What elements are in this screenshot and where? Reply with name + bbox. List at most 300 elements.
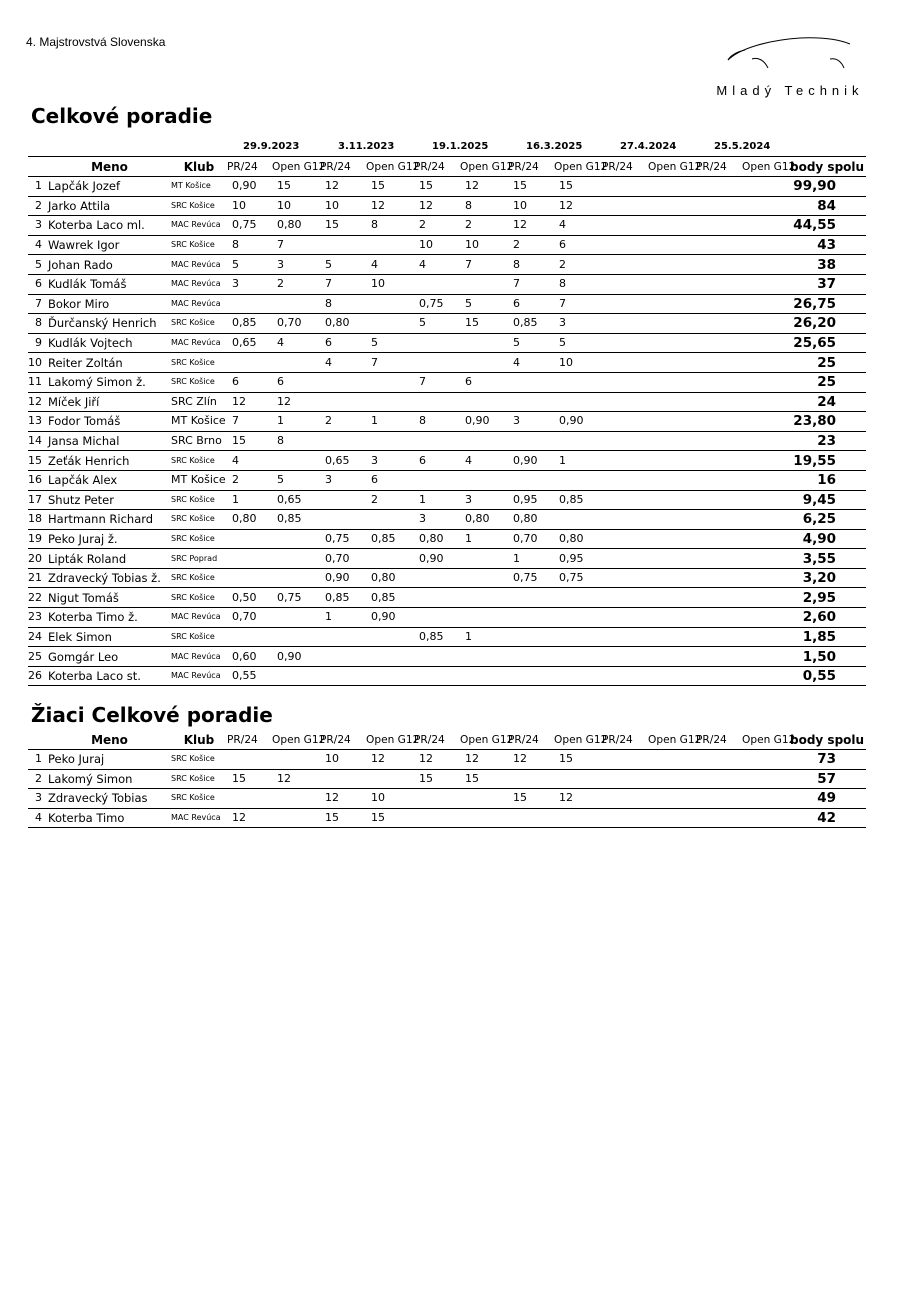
name-cell: Zdravecký Tobias [48, 791, 148, 806]
score-cell [742, 750, 790, 770]
score-cell [648, 666, 696, 686]
score-cell: 6 [371, 473, 378, 487]
total-cell: 2,95 [802, 589, 836, 606]
score-cell: 12 [465, 179, 479, 193]
score-cell [320, 490, 366, 510]
column-header-pr24: PR/24 [320, 733, 351, 746]
column-header-klub: Klub [183, 732, 215, 747]
name-cell: Míček Jiří [48, 394, 100, 409]
car-silhouette-icon [700, 30, 880, 80]
score-cell [554, 627, 602, 647]
table-row [28, 666, 866, 686]
score-cell: 4 [513, 355, 520, 369]
score-cell [742, 177, 790, 197]
score-cell [320, 647, 366, 667]
column-header-pr24: PR/24 [508, 733, 539, 746]
score-cell: 0,80 [325, 316, 350, 330]
total-cell: 37 [817, 276, 836, 293]
name-cell: Zdravecký Tobias ž. [48, 571, 161, 586]
score-cell: 12 [371, 752, 385, 766]
score-cell [414, 808, 460, 828]
score-cell [648, 529, 696, 549]
table-row [28, 372, 866, 392]
score-cell [320, 372, 366, 392]
table-row [28, 608, 866, 628]
name-cell: Hartmann Richard [48, 512, 154, 527]
score-cell [742, 490, 790, 510]
score-cell: 15 [465, 771, 479, 785]
column-header-row [28, 157, 866, 177]
score-cell: 15 [371, 179, 385, 193]
score-cell [460, 392, 508, 412]
column-header-meno: Meno [48, 157, 171, 177]
score-cell [648, 789, 696, 809]
score-cell: 2 [559, 257, 566, 271]
score-cell: 10 [513, 198, 527, 212]
score-cell [272, 294, 320, 314]
score-cell: 12 [513, 218, 527, 232]
score-cell [648, 274, 696, 294]
total-cell: 16 [817, 472, 836, 489]
overall-standings-table [28, 137, 866, 686]
score-cell [602, 750, 648, 770]
name-cell: Lapčák Jozef [48, 179, 121, 194]
name-cell: Koterba Laco ml. [48, 218, 145, 233]
score-cell: 12 [419, 752, 433, 766]
score-cell: 0,80 [371, 571, 396, 585]
score-cell: 4 [559, 218, 566, 232]
score-cell [696, 490, 742, 510]
score-cell: 15 [371, 811, 385, 825]
score-cell [602, 789, 648, 809]
column-header-open-g12: Open G12 [648, 733, 702, 746]
score-cell [602, 412, 648, 432]
club-cell: MAC Revúca [171, 279, 221, 289]
rank-cell: 23 [28, 610, 42, 624]
score-cell [742, 588, 790, 608]
score-cell [696, 568, 742, 588]
score-cell [602, 529, 648, 549]
score-cell [696, 510, 742, 530]
column-header-pr24: PR/24 [414, 733, 445, 746]
score-cell: 0,80 [277, 218, 302, 232]
score-cell [227, 549, 272, 569]
score-cell [696, 769, 742, 789]
score-cell: 5 [277, 473, 284, 487]
club-cell: SRC Brno [171, 434, 222, 448]
score-cell [602, 353, 648, 373]
table-row [28, 196, 866, 216]
score-cell: 10 [277, 198, 291, 212]
score-cell [508, 627, 554, 647]
rank-cell: 12 [28, 394, 42, 408]
total-cell: 49 [817, 790, 836, 807]
column-header-pr24: PR/24 [696, 157, 742, 177]
score-cell: 0,85 [559, 492, 584, 506]
score-cell [227, 353, 272, 373]
rank-cell: 2 [35, 198, 42, 212]
table-row [28, 490, 866, 510]
column-header-open-g12: Open G12 [648, 157, 696, 177]
score-cell: 12 [325, 179, 339, 193]
score-cell: 8 [465, 198, 472, 212]
score-cell: 15 [559, 752, 573, 766]
score-cell [414, 333, 460, 353]
score-cell: 12 [513, 752, 527, 766]
total-cell: 26,75 [793, 295, 836, 312]
score-cell [414, 431, 460, 451]
score-cell [742, 470, 790, 490]
score-cell [366, 647, 414, 667]
column-header-pr24: PR/24 [320, 157, 366, 177]
kids-table-title: Žiaci Celkové poradie [31, 703, 273, 727]
score-cell: 0,70 [277, 316, 302, 330]
score-cell: 4 [419, 257, 426, 271]
name-cell: Lapčák Alex [48, 473, 118, 488]
score-cell: 0,75 [325, 531, 350, 545]
score-cell: 7 [559, 296, 566, 310]
score-cell [696, 588, 742, 608]
total-cell: 9,45 [802, 491, 836, 508]
score-cell [696, 789, 742, 809]
score-cell [227, 529, 272, 549]
score-cell: 1 [559, 453, 566, 467]
score-cell [602, 510, 648, 530]
score-cell: 0,85 [232, 316, 257, 330]
score-cell [602, 608, 648, 628]
score-cell [602, 627, 648, 647]
score-cell [414, 608, 460, 628]
table-row [28, 470, 866, 490]
score-cell [742, 549, 790, 569]
score-cell [272, 451, 320, 471]
score-cell [366, 294, 414, 314]
score-cell: 8 [513, 257, 520, 271]
score-cell: 15 [465, 316, 479, 330]
score-cell [648, 627, 696, 647]
event-date: 19.1.2025 [432, 140, 489, 152]
score-cell: 6 [277, 375, 284, 389]
score-cell: 15 [559, 179, 573, 193]
score-cell [696, 314, 742, 334]
total-cell: 4,90 [802, 530, 836, 547]
score-cell: 0,95 [513, 492, 538, 506]
club-cell: SRC Košice [171, 514, 215, 524]
club-cell: MAC Revúca [171, 612, 221, 622]
score-cell [648, 549, 696, 569]
column-header-pr24: PR/24 [227, 157, 272, 177]
main-table-title: Celkové poradie [31, 104, 213, 128]
column-header-open-g12: Open G12 [742, 733, 796, 746]
score-cell: 6 [325, 336, 332, 350]
rank-cell: 19 [28, 531, 42, 545]
score-cell: 1 [419, 492, 426, 506]
score-cell: 12 [465, 752, 479, 766]
score-cell [696, 627, 742, 647]
name-cell: Lipták Roland [48, 551, 127, 566]
score-cell: 0,70 [232, 610, 257, 624]
column-header-open-g12: Open G12 [366, 733, 420, 746]
score-cell [508, 608, 554, 628]
score-cell [414, 647, 460, 667]
club-cell: SRC Košice [171, 455, 215, 465]
score-cell [508, 647, 554, 667]
score-cell [648, 490, 696, 510]
table-row [28, 549, 866, 569]
score-cell [696, 431, 742, 451]
score-cell: 0,90 [513, 453, 538, 467]
club-cell: SRC Košice [171, 318, 215, 328]
score-cell [602, 216, 648, 236]
logo-text: Mladý Technik [716, 83, 864, 98]
rank-cell: 26 [28, 669, 42, 683]
score-cell [648, 647, 696, 667]
score-cell [742, 392, 790, 412]
club-cell: SRC Zlín [171, 394, 217, 408]
score-cell [508, 470, 554, 490]
score-cell [602, 431, 648, 451]
score-cell [414, 274, 460, 294]
name-cell: Bokor Miro [48, 296, 110, 311]
score-cell: 0,70 [513, 531, 538, 545]
name-cell: Koterba Timo [48, 811, 125, 826]
score-cell: 4 [325, 355, 332, 369]
score-cell [320, 510, 366, 530]
score-cell: 12 [277, 394, 291, 408]
score-cell [366, 372, 414, 392]
score-cell [742, 255, 790, 275]
table-row [28, 568, 866, 588]
score-cell [602, 490, 648, 510]
score-cell: 12 [419, 198, 433, 212]
score-cell [320, 627, 366, 647]
club-cell: SRC Košice [171, 533, 215, 543]
score-cell [648, 255, 696, 275]
score-cell [742, 568, 790, 588]
score-cell [554, 608, 602, 628]
score-cell: 10 [371, 277, 385, 291]
score-cell: 10 [559, 355, 573, 369]
score-cell: 0,55 [232, 669, 257, 683]
score-cell: 6 [419, 453, 426, 467]
score-cell [602, 314, 648, 334]
total-cell: 2,60 [802, 609, 836, 626]
column-header-pr24: PR/24 [602, 157, 648, 177]
score-cell [414, 789, 460, 809]
total-cell: 24 [817, 393, 836, 410]
score-cell: 15 [419, 771, 433, 785]
score-cell [742, 333, 790, 353]
column-header-open-g12: Open G12 [366, 157, 414, 177]
score-cell [320, 431, 366, 451]
score-cell [648, 808, 696, 828]
club-cell: SRC Košice [171, 377, 215, 387]
score-cell [648, 392, 696, 412]
score-cell [696, 808, 742, 828]
score-cell [602, 549, 648, 569]
score-cell: 0,90 [277, 649, 302, 663]
score-cell: 3 [513, 414, 520, 428]
score-cell: 0,75 [232, 218, 257, 232]
score-cell [648, 510, 696, 530]
score-cell: 3 [419, 512, 426, 526]
column-header-total: body spolu [790, 157, 866, 177]
column-header-open-g12: Open G12 [460, 733, 514, 746]
score-cell [272, 789, 320, 809]
score-cell: 8 [325, 296, 332, 310]
score-cell: 4 [277, 336, 284, 350]
total-cell: 26,20 [793, 315, 836, 332]
rank-cell: 5 [35, 257, 42, 271]
score-cell [742, 451, 790, 471]
score-cell: 15 [232, 771, 246, 785]
score-cell [602, 255, 648, 275]
score-cell [460, 274, 508, 294]
name-cell: Jansa Michal [48, 434, 120, 449]
score-cell [602, 808, 648, 828]
score-cell: 0,85 [371, 590, 396, 604]
column-header-total: body spolu [790, 732, 865, 747]
score-cell [602, 588, 648, 608]
score-cell [366, 431, 414, 451]
score-cell [414, 568, 460, 588]
table-row [28, 808, 866, 828]
score-cell: 7 [371, 355, 378, 369]
score-cell: 5 [419, 316, 426, 330]
score-cell [602, 568, 648, 588]
score-cell [272, 549, 320, 569]
score-cell: 0,80 [419, 531, 444, 545]
score-cell [272, 529, 320, 549]
score-cell [742, 372, 790, 392]
score-cell: 1 [465, 531, 472, 545]
score-cell: 3 [465, 492, 472, 506]
table-row [28, 294, 866, 314]
score-cell [272, 353, 320, 373]
score-cell: 7 [513, 277, 520, 291]
score-cell [742, 608, 790, 628]
score-cell: 12 [371, 198, 385, 212]
score-cell: 10 [419, 238, 433, 252]
score-cell: 1 [277, 414, 284, 428]
club-cell: SRC Košice [171, 793, 215, 803]
score-cell [602, 451, 648, 471]
column-header-open-g12: Open G12 [554, 157, 602, 177]
rank-cell: 25 [28, 649, 42, 663]
score-cell: 1 [513, 551, 520, 565]
score-cell: 12 [559, 198, 573, 212]
club-cell: SRC Košice [171, 573, 215, 583]
score-cell [648, 216, 696, 236]
event-date: 16.3.2025 [526, 140, 583, 152]
score-cell [696, 666, 742, 686]
table-row [28, 314, 866, 334]
score-cell [460, 608, 508, 628]
score-cell [696, 470, 742, 490]
table-row [28, 510, 866, 530]
club-cell: MAC Revúca [171, 298, 221, 308]
score-cell: 0,95 [559, 551, 584, 565]
score-cell: 8 [559, 277, 566, 291]
score-cell: 0,65 [277, 492, 302, 506]
score-cell: 15 [277, 179, 291, 193]
table-row [28, 647, 866, 667]
score-cell [742, 196, 790, 216]
score-cell: 15 [232, 434, 246, 448]
score-cell: 2 [419, 218, 426, 232]
score-cell [696, 274, 742, 294]
score-cell [602, 647, 648, 667]
column-header-open-g12: Open G12 [272, 733, 326, 746]
score-cell: 7 [325, 277, 332, 291]
score-cell: 0,90 [371, 610, 396, 624]
score-cell: 3 [232, 277, 239, 291]
rank-cell: 2 [35, 771, 42, 785]
rank-cell: 3 [35, 218, 42, 232]
name-cell: Lakomý Simon ž. [48, 375, 146, 390]
score-cell: 0,90 [559, 414, 584, 428]
score-cell [742, 314, 790, 334]
score-cell: 0,75 [419, 296, 444, 310]
score-cell [648, 568, 696, 588]
score-cell [460, 353, 508, 373]
score-cell [648, 470, 696, 490]
score-cell [696, 412, 742, 432]
score-cell: 3 [559, 316, 566, 330]
score-cell [554, 510, 602, 530]
score-cell [696, 608, 742, 628]
score-cell [602, 294, 648, 314]
score-cell [648, 353, 696, 373]
name-cell: Zeťák Henrich [48, 453, 130, 468]
table-row [28, 451, 866, 471]
rank-cell: 17 [28, 492, 42, 506]
score-cell [696, 333, 742, 353]
name-cell: Gomgár Leo [48, 649, 119, 664]
score-cell: 2 [371, 492, 378, 506]
table-row [28, 789, 866, 809]
name-cell: Peko Juraj ž. [48, 531, 118, 546]
rank-cell: 10 [28, 355, 42, 369]
score-cell [508, 372, 554, 392]
score-cell [414, 588, 460, 608]
name-cell: Lakomý Simon [48, 771, 133, 786]
total-cell: 23,80 [793, 413, 836, 430]
score-cell [742, 666, 790, 686]
score-cell: 8 [277, 434, 284, 448]
score-cell: 0,90 [325, 571, 350, 585]
score-cell [460, 789, 508, 809]
score-cell: 10 [232, 198, 246, 212]
score-cell [366, 510, 414, 530]
score-cell: 15 [513, 179, 527, 193]
score-cell [414, 392, 460, 412]
score-cell [742, 353, 790, 373]
score-cell [648, 412, 696, 432]
score-cell [742, 294, 790, 314]
score-cell [460, 470, 508, 490]
score-cell [508, 666, 554, 686]
score-cell: 10 [325, 752, 339, 766]
name-cell: Johan Rado [48, 257, 113, 272]
name-cell: Ďurčanský Henrich [48, 316, 157, 331]
name-cell: Jarko Attila [48, 198, 111, 213]
table-row [28, 216, 866, 236]
score-cell [742, 274, 790, 294]
score-cell [320, 235, 366, 255]
score-cell [460, 549, 508, 569]
club-cell: MT Košice [171, 181, 211, 191]
